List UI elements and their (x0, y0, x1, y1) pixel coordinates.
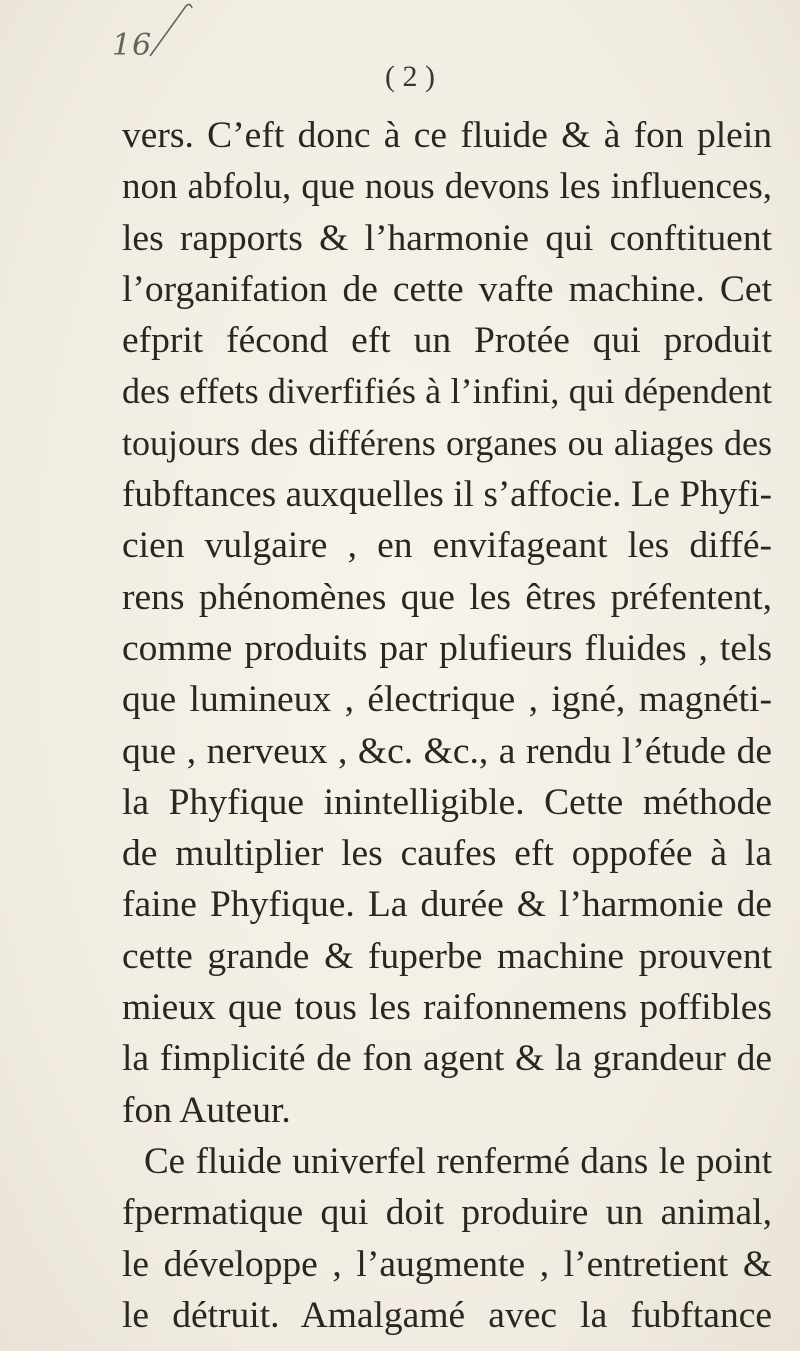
text-line: efprit fécond eft un Protée qui produit (122, 320, 772, 362)
text-line: faine Phyfique. La durée & l’harmonie de (122, 884, 772, 926)
text-line: mieux que tous les raifonnemens poffibles (122, 987, 772, 1029)
folio-mark-text: 16 (112, 28, 153, 63)
text-line: Ce fluide univerfel renfermé dans le point (144, 1140, 772, 1182)
text-line: non abfolu, que nous devons les influences, (122, 166, 772, 208)
text-line: le détruit. Amalgamé avec la fubftance (122, 1294, 772, 1336)
text-line: la fimplicité de fon agent & la grandeur de (122, 1038, 772, 1080)
text-line: rens phénomènes que les êtres préfentent, (122, 576, 772, 618)
text-line: cien vulgaire , en envifageant les diffé- (122, 525, 772, 567)
handwritten-folio-mark (112, 28, 152, 63)
text-line: l’organifation de cette vafte machine. Cet (122, 268, 772, 310)
text-line: les rapports & l’harmonie qui conftituent (122, 217, 772, 259)
text-line: cette grande & fuperbe machine prouvent (122, 935, 772, 977)
text-line: toujours des différens organes ou aliages des (122, 422, 772, 463)
text-line: comme produits par plufieurs fluides , tels (122, 627, 772, 669)
text-line: que lumineux , électrique , igné, magnéti- (122, 679, 772, 721)
text-line: la Phyfique inintelligible. Cette méthode (122, 781, 772, 823)
text-line: fubftances auxquelles il s’affocie. Le Phyfi- (122, 474, 772, 516)
text-line: que , nerveux , &c. &c., a rendu l’étude de (122, 730, 772, 772)
text-line: fon Auteur. (122, 1089, 291, 1131)
text-line: de multiplier les caufes eft oppofée à la (122, 833, 772, 875)
text-line: le développe , l’augmente , l’entretient & (122, 1243, 772, 1285)
text-line: vers. C’eft donc à ce fluide & à fon plein (122, 115, 772, 156)
text-line: des effets diverfifiés à l’infini, qui dépendent (122, 371, 772, 412)
handwritten-stroke-icon (146, 0, 206, 60)
text-line: fpermatique qui doit produire un animal, (122, 1192, 772, 1234)
page-number: ( 2 ) (385, 60, 435, 93)
body-text (122, 110, 772, 1341)
